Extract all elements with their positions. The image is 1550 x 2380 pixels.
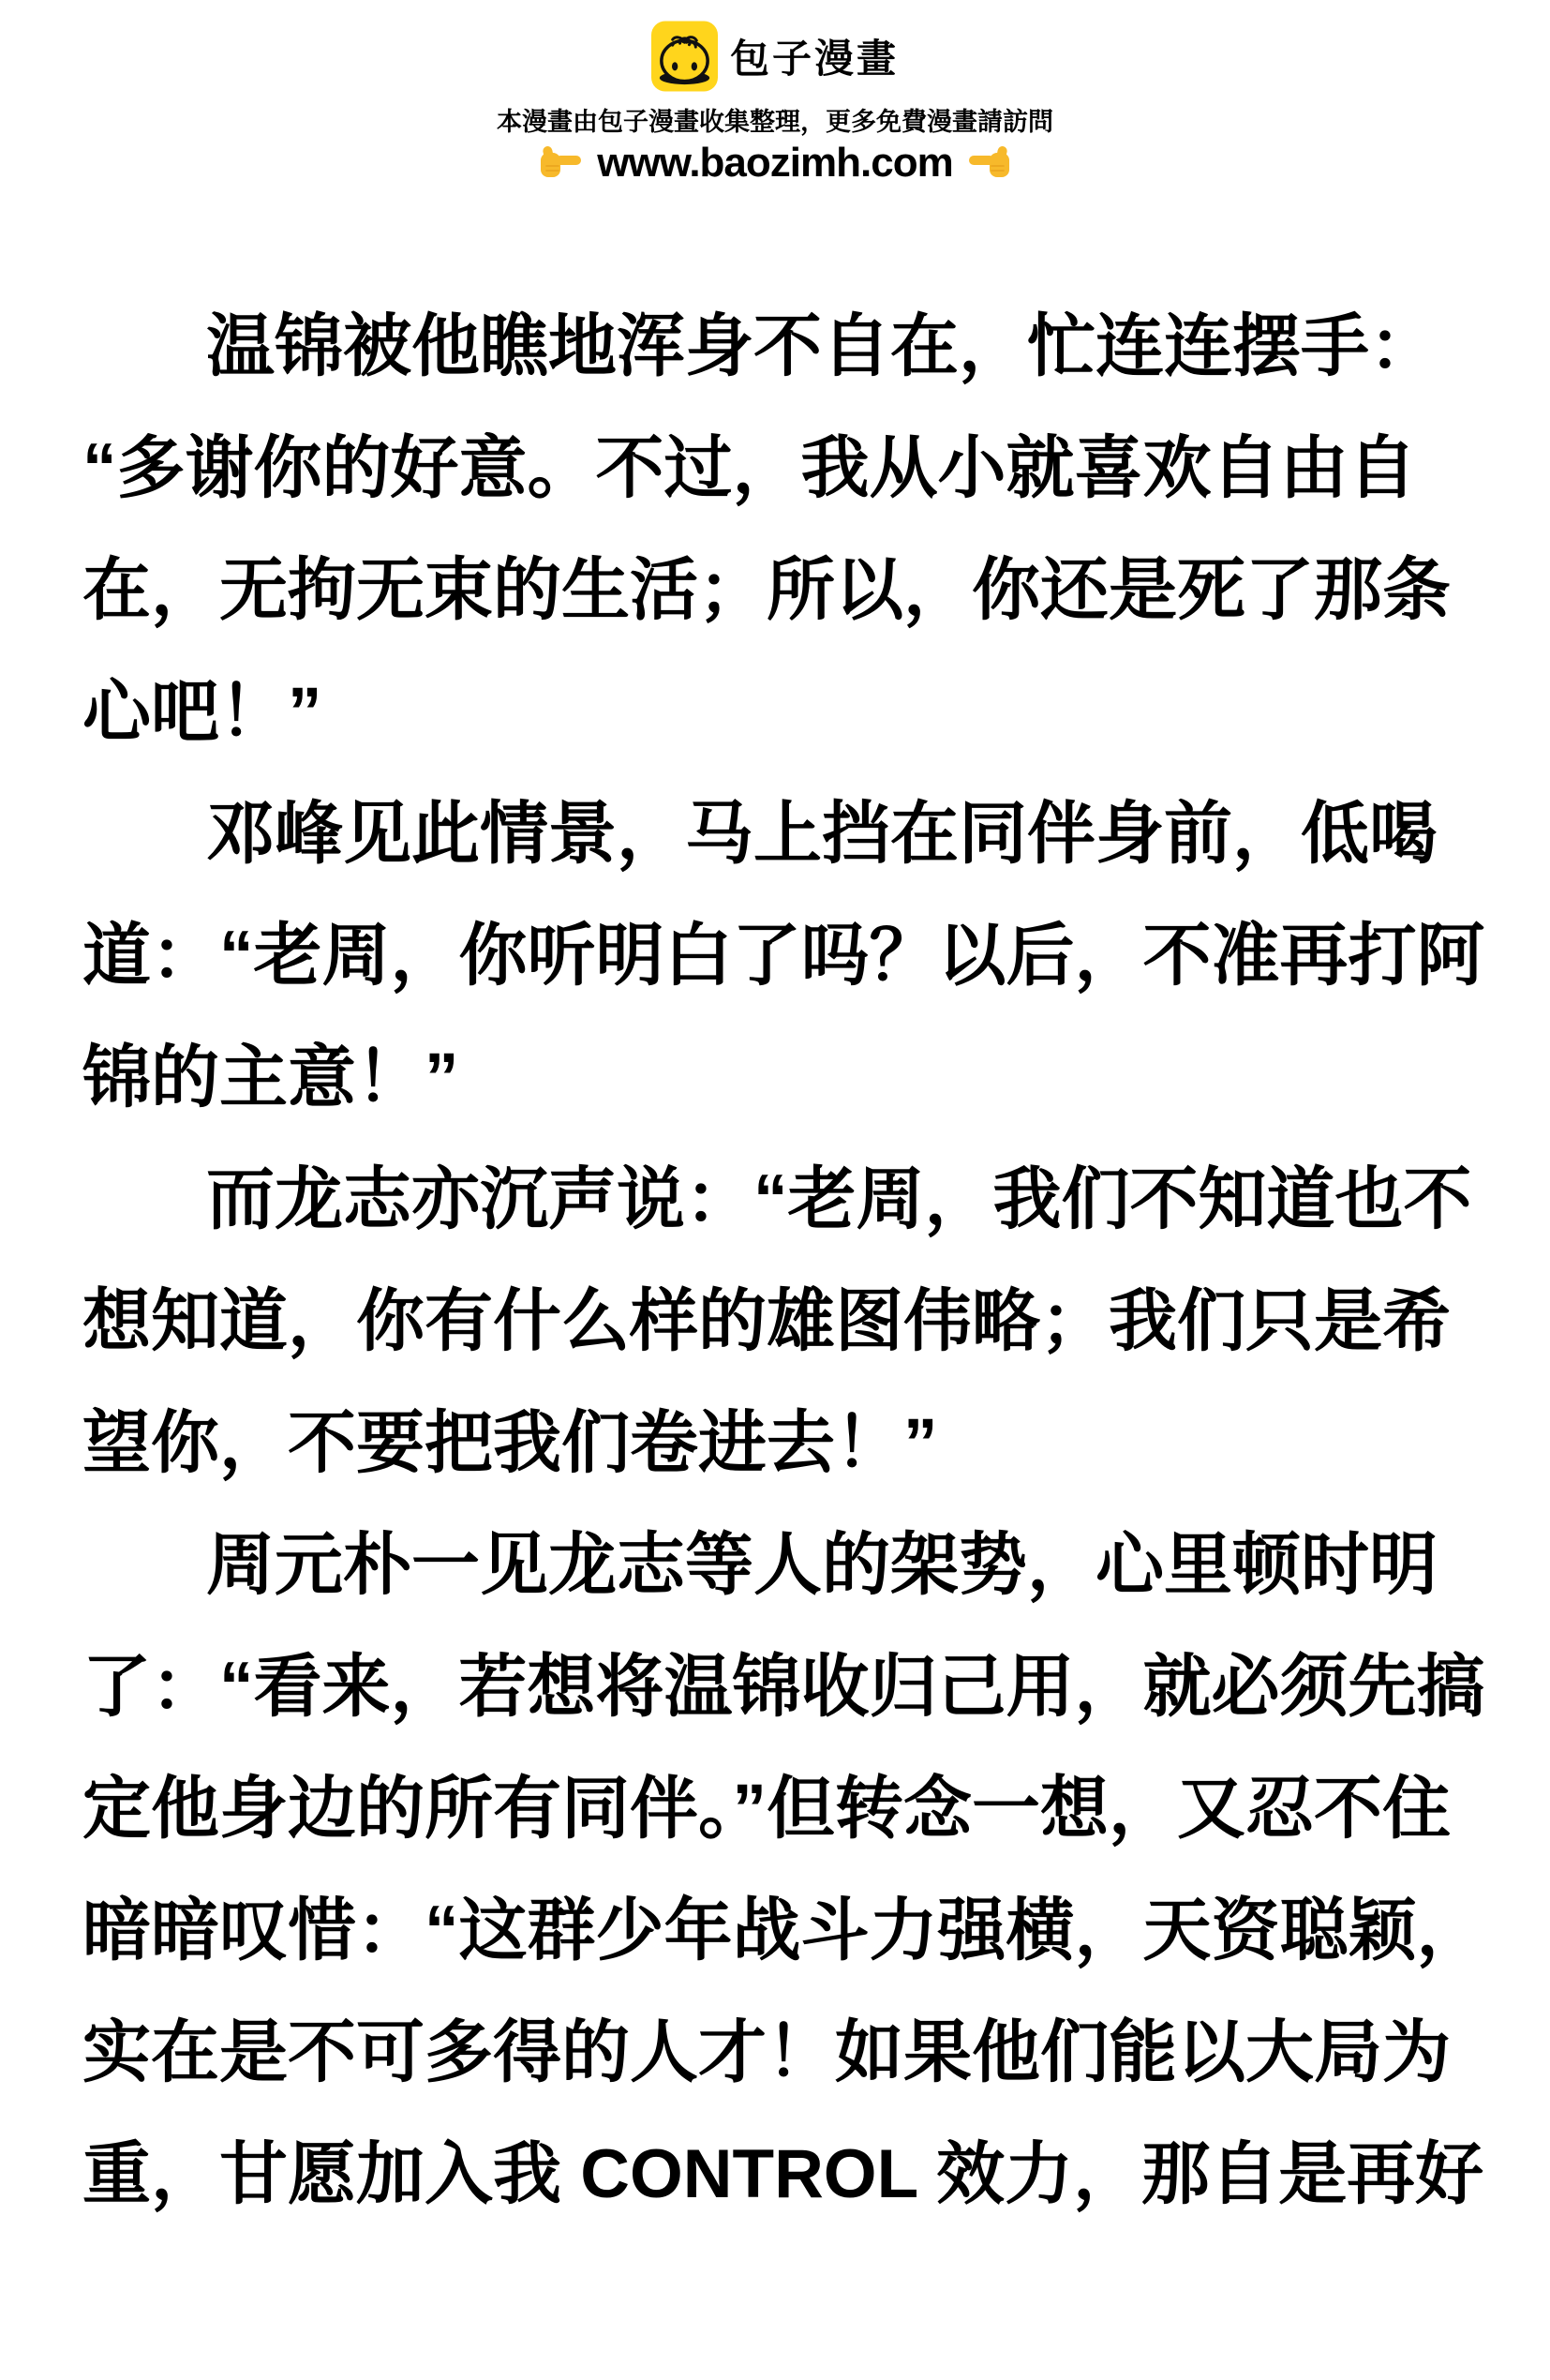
text-line: 想知道，你有什么样的雄图伟略；我们只是希 xyxy=(82,1283,1451,1359)
baozi-bun-logo-icon xyxy=(651,21,718,92)
credit-subtitle: 本漫畫由包子漫畫收集整理，更多免費漫畫請訪問 xyxy=(497,108,1053,136)
novel-text-block xyxy=(82,286,1485,2236)
text-line: 实在是不可多得的人才！如果他们能以大局为 xyxy=(82,2014,1451,2090)
logo-row xyxy=(0,20,1550,93)
text-line: 锦的主意！” xyxy=(82,1040,459,1115)
text-line: 定他身边的所有同伴。”但转念一想，又忍不住 xyxy=(82,1771,1451,1847)
text-line: 心吧！” xyxy=(82,674,322,750)
site-url-row xyxy=(0,142,1550,184)
text-line: 暗暗叹惜：“这群少年战斗力强横，天资聪颖， xyxy=(82,1893,1485,1968)
text-line: 温锦被他瞧地浑身不自在，忙连连摆手： xyxy=(206,308,1438,384)
site-url: www.baozimh.com xyxy=(597,140,953,186)
text-line: 重，甘愿加入我 CONTROL 效力，那自是再好 xyxy=(82,2136,1484,2212)
text-line: 了：“看来，若想将温锦收归己用，就必须先搞 xyxy=(82,1649,1485,1725)
text-line: “多谢你的好意。不过，我从小就喜欢自由自 xyxy=(82,430,1417,506)
text-line: 在，无拘无束的生活；所以，你还是死了那条 xyxy=(82,552,1451,628)
text-line: 邓峰见此情景，马上挡在同伴身前，低喝 xyxy=(206,796,1438,872)
credit-header xyxy=(0,0,1550,184)
text-line: 望你，不要把我们卷进去！” xyxy=(82,1405,938,1481)
pointing-right-hand-icon xyxy=(539,146,582,180)
site-title: 包子漫畫 xyxy=(729,37,899,81)
text-line: 而龙志亦沉声说：“老周，我们不知道也不 xyxy=(206,1161,1472,1237)
text-line: 周元朴一见龙志等人的架势，心里顿时明 xyxy=(206,1527,1438,1603)
pointing-left-hand-icon xyxy=(968,146,1011,180)
text-line: 道：“老周，你听明白了吗？以后，不准再打阿 xyxy=(82,918,1485,994)
